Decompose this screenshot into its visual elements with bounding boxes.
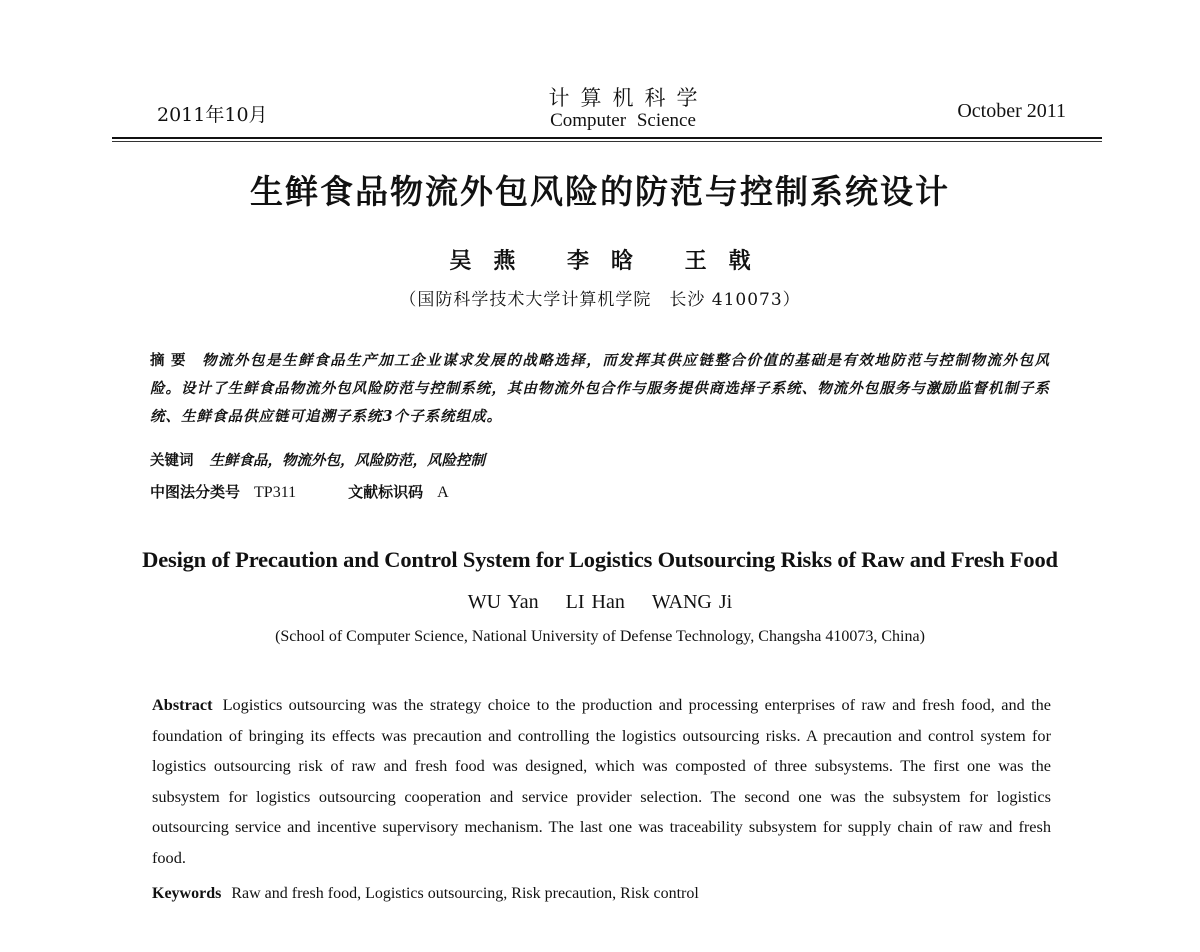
header-date-en: October 2011 (957, 100, 1066, 122)
paper-title-en: Design of Precaution and Control System for Logistics Outsourcing Risks of Raw and Fresh Food (142, 547, 1058, 572)
abstract-text-cn: 物流外包是生鲜食品生产加工企业谋求发展的战略选择，而发挥其供应链整合价值的基础是有效地防范与控制物流外包风险。设计了生鲜食品物流外包风险防范与控制系统，其由物流外包合作与服务提供商选择子系统、物流外包服务与激励监督机制子系统、生鲜食品供应链可追溯子系统3个子系统组成。 (150, 352, 1051, 425)
header-rule (112, 137, 1102, 139)
authors-cn: 吴燕 李晗 王戟 (449, 249, 773, 274)
clc-value: TP311 (254, 484, 297, 501)
journal-name-cn: 计算机科学 (548, 86, 709, 110)
abstract-en (152, 690, 1051, 873)
header-date-cn: 2011年10月 (157, 104, 268, 126)
abstract-label-cn: 摘要 (150, 353, 193, 369)
author-en: WU Yan (467, 591, 539, 613)
abstract-label-en: Abstract (152, 695, 213, 714)
author-en: LI Han (565, 591, 625, 613)
keywords-text-en: Raw and fresh food, Logistics outsourcing, Risk precaution, Risk control (231, 885, 699, 902)
header-journal (500, 86, 746, 132)
journal-name-en: Computer Science (550, 110, 696, 131)
abstract-text-en: Logistics outsourcing was the strategy choice to the production and processing enterprises of raw and fresh food, and the foundation of bringing its effects was precaution and controlling the logistics outsourcing risks. A precaution and control system for logistics outsourcing risk of raw and fresh food was designed, which was composted of three subsystems. The first one was the subsystem for logistics outsourcing cooperation and service provider selection. The second one was the subsystem for logistics outsourcing service and incentive supervisory mechanism. The last one was traceability subsystem for supply chain of raw and fresh food. (152, 695, 1051, 867)
keywords-label-en: Keywords (152, 885, 222, 902)
author-en: WANG Ji (651, 591, 733, 613)
keywords-text-cn: 生鲜食品，物流外包，风险防范，风险控制 (209, 452, 485, 469)
doc-code-label: 文献标识码 (348, 483, 424, 501)
authors-en (0, 591, 1200, 614)
affiliation-en: (School of Computer Science, National University of Defense Technology, Changsha 410073, China) (275, 628, 925, 645)
abstract-cn (150, 347, 1050, 431)
header-rule-thin (112, 141, 1102, 142)
doc-code-value: A (437, 484, 449, 501)
keywords-cn (150, 447, 1050, 475)
keywords-en (152, 880, 1051, 908)
keywords-label-cn: 关键词 (150, 453, 194, 469)
classification-line (150, 478, 1050, 507)
affiliation-cn: （国防科学技术大学计算机学院 长沙 410073） (399, 290, 801, 310)
clc-label: 中图法分类号 (150, 483, 241, 501)
paper-title-cn: 生鲜食品物流外包风险的防范与控制系统设计 (250, 172, 950, 211)
